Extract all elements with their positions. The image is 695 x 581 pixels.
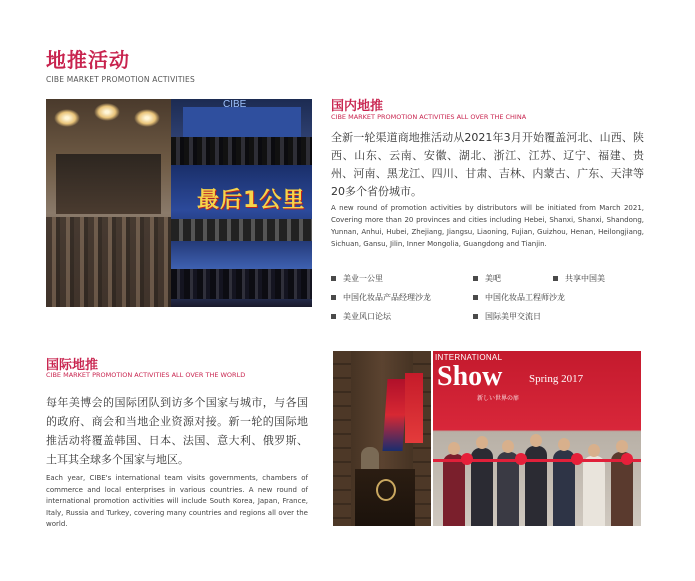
- event-photo-collage: [46, 99, 312, 307]
- bullet-square-icon: [331, 314, 336, 319]
- international-section-subtitle: CIBE MARKET PROMOTION ACTIVITIES ALL OVER THE WORLD: [46, 371, 246, 379]
- domestic-section-title: 国内地推: [331, 99, 384, 114]
- bullet-square-icon: [553, 276, 558, 281]
- activity-item: [473, 311, 541, 322]
- domestic-body-english: A new round of promotion activities by distributors will be initiated from March 2021, Covering more than 20 provinces and cities including Hebei, Shanxi, Shanxi, Shandong, Yunnan, Anhui, Hubei, Zhejiang, Jiangsu, Liaoning, Fujian, Guizhou, Henan, Heilongjiang, Sichuan, Gansu, Jilin, Inner Mongolia, Guangdong and Tianjin.: [331, 204, 644, 248]
- bullet-square-icon: [473, 295, 478, 300]
- domestic-section-subtitle: CIBE MARKET PROMOTION ACTIVITIES ALL OVER THE CHINA: [331, 113, 527, 121]
- show-banner-header: INTERNATIONAL: [435, 353, 503, 362]
- show-banner-title: Show: [437, 361, 503, 392]
- stage-group-photo: [171, 99, 312, 165]
- show-banner-season: Spring 2017: [529, 373, 584, 385]
- international-body-english: Each year, CIBE's international team visits governments, chambers of commerce and local enterprises in various countries. A new round of international promotion activities will include South Korea, Japan, France, Italy, Russia and Turkey, covering many countries and regions all over the world.: [46, 474, 308, 528]
- page-subtitle: CIBE MARKET PROMOTION ACTIVITIES: [46, 75, 195, 84]
- crest-icon: [376, 479, 396, 501]
- forum-banner-photo: [171, 165, 312, 241]
- activity-label: 国际美甲交流日: [485, 312, 541, 321]
- bullet-square-icon: [473, 314, 478, 319]
- podium-speech-photo: [333, 351, 431, 526]
- activity-item: [553, 273, 605, 284]
- page-title: 地推活动: [46, 48, 130, 72]
- bullet-square-icon: [473, 276, 478, 281]
- international-section-title: 国际地推: [46, 358, 99, 373]
- international-body-chinese: 每年美博会的国际团队到访多个国家与城市，与各国的政府、商会和当地企业资源对接。新一轮的国际地推活动将覆盖韩国、日本、法国、意大利、俄罗斯、土耳其全球多个国家与地区。: [46, 396, 308, 466]
- ribbon-cutting-photo: [433, 351, 641, 526]
- activity-label: 美业一公里: [343, 274, 383, 283]
- activity-label: 美吧: [485, 274, 501, 283]
- bullet-square-icon: [331, 295, 336, 300]
- banquet-hall-photo: [46, 99, 171, 307]
- domestic-body-chinese: 全新一轮渠道商地推活动从2021年3月开始覆盖河北、山西、陕西、山东、云南、安徽、湖北、浙江、江苏、辽宁、福建、贵州、河南、黑龙江、四川、甘肃、吉林、内蒙古、广东、天津等20多个省份城市。: [331, 131, 644, 198]
- activity-label: 中国化妆品工程师沙龙: [485, 293, 565, 302]
- activity-item: [331, 311, 391, 322]
- banner-text: 最后1公里: [197, 188, 306, 213]
- activity-item: [473, 273, 501, 284]
- screen-logo-text: CIBE: [223, 99, 247, 110]
- show-banner-tagline: 新しい世界の扉: [477, 395, 520, 402]
- stage-lineup-photo: [171, 241, 312, 307]
- activity-label: 中国化妆品产品经理沙龙: [343, 293, 431, 302]
- activity-label: 美业风口论坛: [343, 312, 391, 321]
- activity-label: 共享中国美: [565, 274, 605, 283]
- activity-item: [331, 292, 431, 303]
- bullet-square-icon: [331, 276, 336, 281]
- activity-item: [331, 273, 383, 284]
- activity-item: [473, 292, 565, 303]
